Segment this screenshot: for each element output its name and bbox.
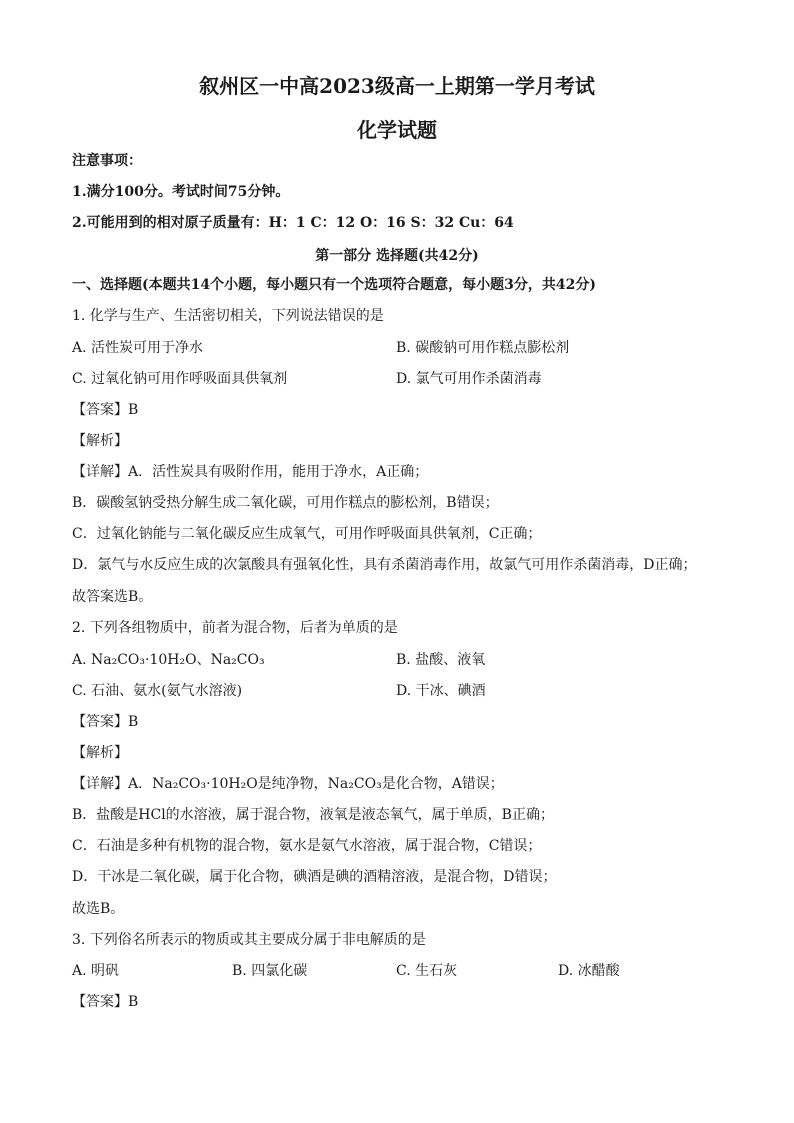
q2-conclusion: 故选B。 — [72, 901, 125, 917]
q1-conclusion: 故答案选B。 — [72, 589, 153, 605]
q2-detail-1: 【详解】A．Na₂CO₃·10H₂O是纯净物，Na₂CO₃是化合物，A错误； — [72, 776, 504, 792]
q2-analysis: 【解析】 — [72, 745, 128, 761]
q1-detail-4: D．氯气与水反应生成的次氯酸具有强氧化性，具有杀菌消毒作用，故氯气可用作杀菌消毒，D正确； — [72, 557, 697, 573]
q3-answer: 【答案】B — [72, 994, 139, 1010]
notes-item-2: 2.可能用到的相对原子质量有：H：1 C：12 O：16 S：32 Cu：64 — [72, 215, 514, 231]
notes-item-1: 1.满分100分。考试时间75分钟。 — [72, 184, 290, 200]
exam-title: 叙州区一中高2023级高一上期第一学月考试 — [199, 74, 595, 98]
section-heading: 一、选择题(本题共14个小题，每小题只有一个选项符合题意，每小题3分，共42分) — [72, 277, 596, 293]
q3-stem: 3. 下列俗名所表示的物质或其主要成分属于非电解质的是 — [72, 932, 426, 948]
q1-detail-1: 【详解】A．活性炭具有吸附作用，能用于净水，A正确； — [72, 464, 429, 480]
q1-option-a: A. 活性炭可用于净水 — [72, 340, 204, 356]
q1-option-d: D. 氯气可用作杀菌消毒 — [396, 371, 542, 387]
q2-detail-4: D．干冰是二氧化碳，属于化合物，碘酒是碘的酒精溶液，是混合物，D错误； — [72, 869, 557, 885]
notes-heading: 注意事项： — [72, 153, 142, 169]
q3-option-b: B. 四氯化碳 — [232, 963, 308, 979]
q1-answer: 【答案】B — [72, 402, 139, 418]
q3-option-c: C. 生石灰 — [396, 963, 458, 979]
q1-detail-3: C．过氧化钠能与二氧化碳反应生成氧气，可用作呼吸面具供氧剂，C正确； — [72, 526, 542, 542]
q2-detail-3: C．石油是多种有机物的混合物，氨水是氨气水溶液，属于混合物，C错误； — [72, 838, 542, 854]
part-heading: 第一部分 选择题(共42分) — [315, 248, 479, 264]
q2-stem: 2. 下列各组物质中，前者为混合物，后者为单质的是 — [72, 620, 398, 636]
q2-option-a: A. Na₂CO₃·10H₂O、Na₂CO₃ — [72, 652, 265, 668]
q1-analysis: 【解析】 — [72, 433, 128, 449]
q1-detail-2: B．碳酸氢钠受热分解生成二氧化碳，可用作糕点的膨松剂，B错误； — [72, 495, 499, 511]
q2-answer: 【答案】B — [72, 714, 139, 730]
q1-stem: 1. 化学与生产、生活密切相关，下列说法错误的是 — [72, 308, 384, 324]
q1-option-b: B. 碳酸钠可用作糕点膨松剂 — [396, 340, 570, 356]
q2-detail-2: B．盐酸是HCl的水溶液，属于混合物，液氧是液态氧气，属于单质，B正确； — [72, 807, 554, 823]
exam-subtitle: 化学试题 — [357, 118, 437, 142]
q3-option-d: D. 冰醋酸 — [558, 963, 620, 979]
q3-option-a: A. 明矾 — [72, 963, 120, 979]
q2-option-c: C. 石油、氨水(氨气水溶液) — [72, 683, 243, 699]
q2-option-d: D. 干冰、碘酒 — [396, 683, 486, 699]
q2-option-b: B. 盐酸、液氧 — [396, 652, 486, 668]
q1-option-c: C. 过氧化钠可用作呼吸面具供氧剂 — [72, 371, 288, 387]
